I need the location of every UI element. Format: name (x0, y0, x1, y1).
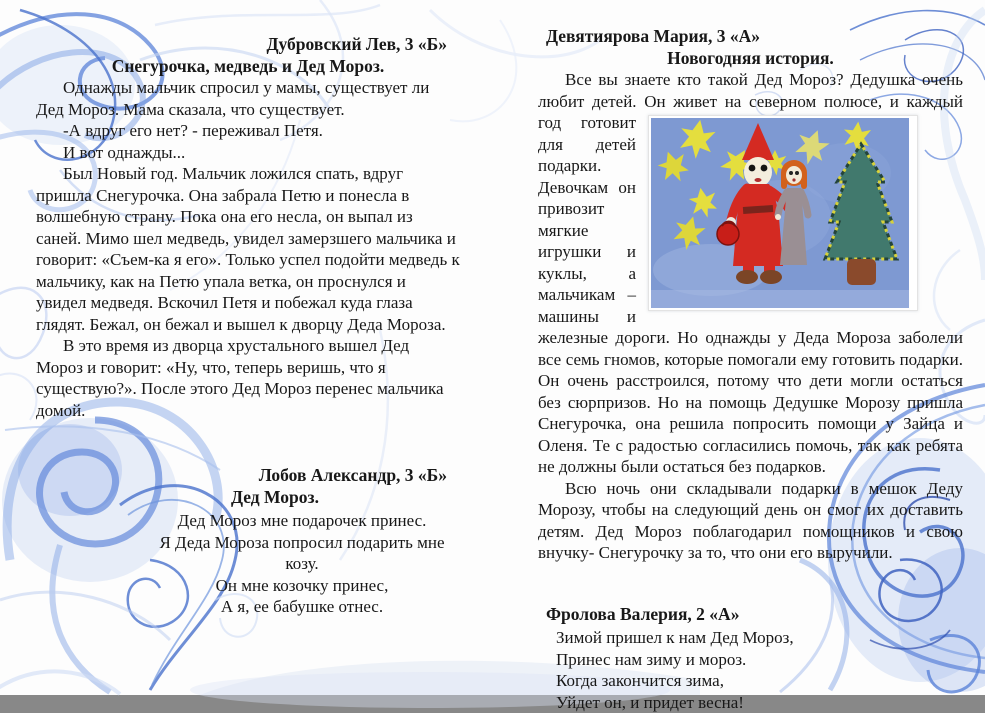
poem (538, 627, 963, 713)
poem (36, 510, 460, 618)
poem-line: Когда закончится зима, (556, 670, 963, 692)
story-paragraph: Всю ночь они складывали подарки в мешок Деду Морозу, чтобы на следующий день он смог их доставить детям. Дед Мороз поблагодарил помощников и свою внучку- Снегурочку за то, что они его выручили. (538, 478, 963, 564)
story-paragraph: И вот однажды... (36, 142, 460, 164)
story-paragraph (538, 69, 963, 478)
paragraph-text: Все вы знаете кто такой Дед Мороз? Дедушка очень любит детей. Он живет на северном полюсе, и каждый (538, 70, 963, 111)
story-title: Новогодняя история. (538, 48, 963, 70)
child-drawing-canvas (651, 118, 909, 308)
story-novogodnyaya-istoriya (538, 26, 963, 564)
story-frolova-poem (538, 604, 963, 713)
left-page (36, 34, 460, 618)
right-page (538, 26, 963, 713)
poem-line: Уйдет он, и придет весна! (556, 692, 963, 713)
story-author: Девятиярова Мария, 3 «А» (538, 26, 963, 48)
child-drawing-image (648, 115, 918, 311)
poem-line: А я, ее бабушке отнес. (144, 596, 460, 618)
story-paragraph: Однажды мальчик спросил у мамы, существует ли Дед Мороз. Мама сказала, что существует. (36, 77, 460, 120)
story-author: Дубровский Лев, 3 «Б» (36, 34, 460, 56)
story-paragraph: В это время из дворца хрустального вышел Дед Мороз и говорит: «Ну, что, теперь веришь, что я существую?». После этого Дед Мороз перенес мальчика домой. (36, 335, 460, 421)
paragraph-text: год готовит для детей подарки. Девочкам он привозит мягкие игрушки и куклы, а мальчикам – машины и железные дороги. Но однажды у Деда Мороза заболели все семь гномов, которые помогали ему готовить подарки. Он очень расстроился, потому что дети могли остаться без сюрпризов. Но на помощь Дедушке Морозу пришла Снегурочка, она решила попросить помощи у Зайца и Оленя. Те с радостью согласились помочь, так как ребята не должны были остаться без подарков. (538, 113, 963, 476)
story-body (538, 69, 963, 564)
story-paragraph: Был Новый год. Мальчик ложился спать, вдруг пришла Снегурочка. Она забрала Петю и понесла в волшебную страну. Пока она его несла, он выпал из саней. Мимо шел медведь, увидел замерзшего мальчика и говорит: «Съем-ка я его». Только успел подойти медведь к мальчику, как на Петю упала ветка, он проснулся и увидел медведя. Вскочил Петя и побежал куда глаза глядят. Бежал, он бежал и вышел к дворцу Деда Мороза. (36, 163, 460, 335)
poem-line: Дед Мороз мне подарочек принес. (144, 510, 460, 532)
story-snegurochka-medved (36, 34, 460, 421)
story-ded-moroz-poem (36, 465, 460, 618)
story-title: Дед Мороз. (231, 487, 460, 509)
poem-line: Зимой пришел к нам Дед Мороз, (556, 627, 963, 649)
poem-line: Принес нам зиму и мороз. (556, 649, 963, 671)
story-paragraph: -А вдруг его нет? - переживал Петя. (36, 120, 460, 142)
story-author: Фролова Валерия, 2 «А» (538, 604, 963, 626)
poem-line: Он мне козочку принес, (144, 575, 460, 597)
story-title: Снегурочка, медведь и Дед Мороз. (36, 56, 460, 78)
poem-line: Я Деда Мороза попросил подарить мне козу. (144, 532, 460, 575)
story-author: Лобов Александр, 3 «Б» (36, 465, 460, 487)
